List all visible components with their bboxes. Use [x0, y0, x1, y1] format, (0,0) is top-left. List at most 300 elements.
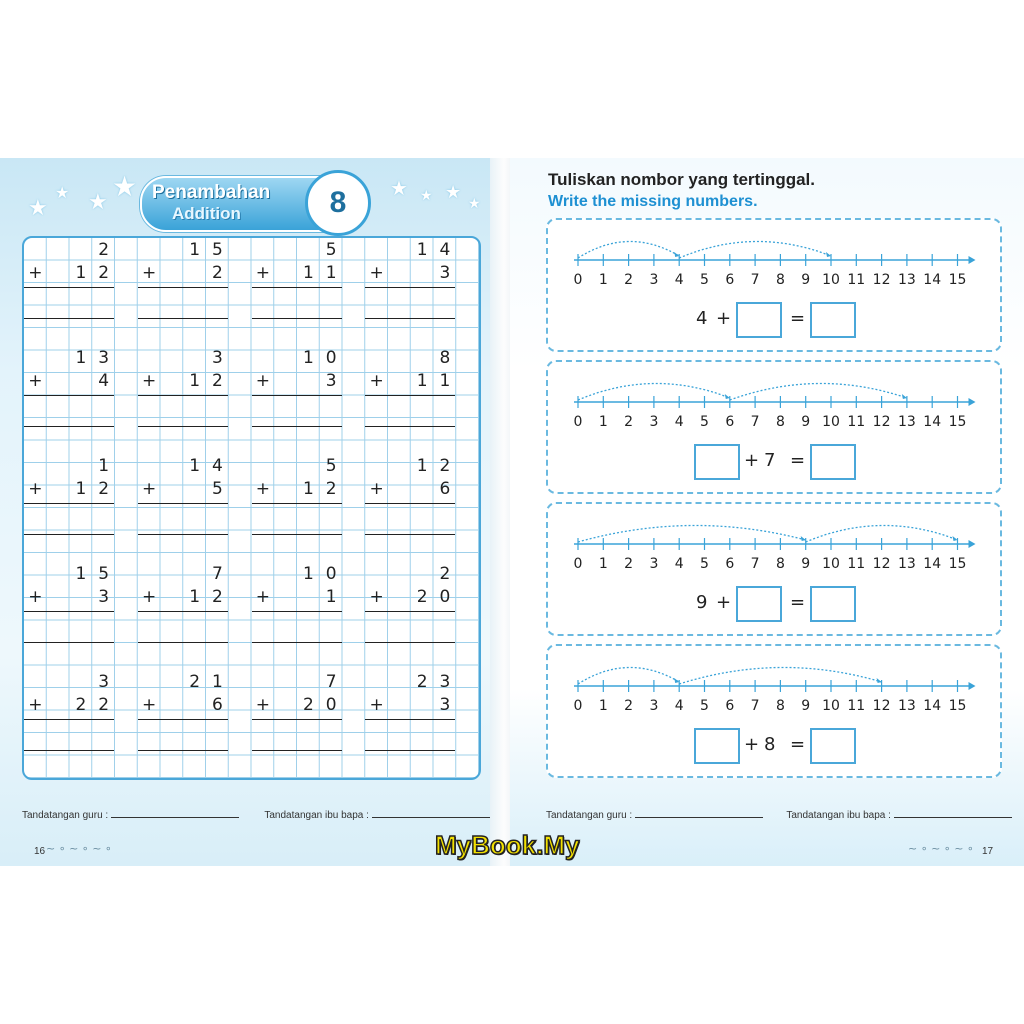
digit: 3: [439, 695, 451, 715]
number-line: [548, 362, 1000, 492]
bottom-row: [24, 371, 114, 393]
sum-line: [365, 719, 455, 720]
tick-label: 12: [872, 698, 891, 714]
tick-label: 7: [750, 698, 760, 714]
tick-label: 11: [847, 272, 866, 288]
addition-problem: [365, 346, 455, 436]
addition-problem: [138, 346, 228, 436]
top-row: [24, 672, 114, 694]
sum-line: [138, 719, 228, 720]
digit: 1: [75, 479, 87, 499]
number-line-exercise: [546, 360, 1002, 494]
sum-line: [252, 719, 342, 720]
top-row: [138, 564, 228, 586]
plus-sign: +: [369, 371, 384, 391]
addition-problem: [365, 454, 455, 544]
bottom-row: [138, 263, 228, 285]
answer-box[interactable]: [736, 302, 782, 338]
tick-label: 0: [573, 556, 583, 572]
addition-problem: [138, 454, 228, 544]
equals-sign: =: [790, 450, 806, 471]
tick-label: 0: [573, 698, 583, 714]
digit: 1: [98, 456, 110, 476]
jump-arrow-icon: [902, 394, 907, 399]
addition-problem: [138, 562, 228, 652]
tick-label: 9: [801, 556, 811, 572]
answer-line: [138, 318, 228, 319]
tick-label: 1: [598, 272, 608, 288]
answer-line: [365, 642, 455, 643]
tick-label: 5: [700, 556, 709, 572]
left-page: [0, 158, 497, 866]
tick-label: 14: [923, 414, 942, 430]
tick-label: 11: [847, 698, 866, 714]
digit: 8: [439, 348, 451, 368]
tick-label: 6: [725, 556, 735, 572]
tick-label: 11: [847, 556, 866, 572]
arrow-head-icon: [969, 256, 976, 264]
plus-sign: +: [369, 263, 384, 283]
tick-label: 11: [847, 414, 866, 430]
plus-sign: +: [369, 479, 384, 499]
digit: 0: [325, 348, 337, 368]
digit: 6: [439, 479, 451, 499]
answer-line: [365, 750, 455, 751]
digit: 3: [98, 587, 110, 607]
watermark: MyBook.My: [435, 830, 580, 860]
tick-label: 1: [598, 556, 608, 572]
digit: 1: [325, 263, 337, 283]
tick-label: 13: [897, 414, 916, 430]
digit: 1: [189, 456, 201, 476]
top-row: [138, 240, 228, 262]
digit: 5: [211, 240, 223, 260]
digit: 2: [98, 240, 110, 260]
star-icon: ★: [88, 190, 108, 215]
bottom-row: [252, 263, 342, 285]
digit: 1: [416, 371, 428, 391]
digit: 1: [302, 348, 314, 368]
tick-label: 15: [948, 414, 967, 430]
plus-sign: +: [255, 587, 270, 607]
sum-line: [365, 503, 455, 504]
bottom-row: [24, 695, 114, 717]
tick-label: 9: [801, 272, 811, 288]
answer-line: [365, 534, 455, 535]
digit: 1: [75, 263, 87, 283]
tick-label: 8: [775, 556, 785, 572]
digit: 2: [98, 263, 110, 283]
digit: 1: [302, 263, 314, 283]
jump-arrow-icon: [674, 678, 679, 683]
digit: 2: [211, 587, 223, 607]
digit: 1: [439, 371, 451, 391]
top-row: [24, 456, 114, 478]
answer-line: [24, 318, 114, 319]
jump-arrow-icon: [953, 536, 958, 541]
top-row: [138, 672, 228, 694]
bottom-row: [365, 371, 455, 393]
answer-line: [24, 534, 114, 535]
plus-sign: +: [142, 371, 157, 391]
star-icon: ★: [55, 183, 70, 202]
jump-arc: [730, 383, 907, 400]
arrow-head-icon: [969, 540, 976, 548]
digit: 7: [211, 564, 223, 584]
answer-line: [138, 534, 228, 535]
top-row: [138, 456, 228, 478]
star-icon: ★: [390, 176, 408, 200]
tick-label: 2: [624, 272, 634, 288]
tick-label: 9: [801, 698, 811, 714]
answer-line: [138, 426, 228, 427]
jump-arrow-icon: [674, 252, 679, 257]
bottom-row: [252, 371, 342, 393]
tick-label: 10: [822, 556, 840, 572]
answer-box[interactable]: [694, 728, 740, 764]
digit: 3: [325, 371, 337, 391]
plus-sign: +: [255, 371, 270, 391]
tick-label: 14: [923, 698, 942, 714]
addition-grid: [22, 236, 481, 780]
teacher-signature-line-right: [546, 810, 1012, 821]
jump-arc: [578, 525, 806, 542]
bottom-row: [365, 263, 455, 285]
bottom-row: [252, 479, 342, 501]
bottom-row: [365, 479, 455, 501]
bottom-row: [138, 587, 228, 609]
digit: 0: [325, 564, 337, 584]
answer-line: [252, 534, 342, 535]
number-line-exercise: [546, 218, 1002, 352]
answer-box[interactable]: [736, 586, 782, 622]
bottom-row: [24, 263, 114, 285]
teacher-signature-label: Tandatangan guru :: [546, 810, 635, 821]
instruction-malay: Tuliskan nombor yang tertinggal.: [548, 170, 815, 189]
tick-label: 2: [624, 414, 634, 430]
jump-arrow-icon: [725, 394, 730, 399]
sum-line: [24, 611, 114, 612]
digit: 2: [325, 479, 337, 499]
addition-problem: [24, 670, 114, 760]
tick-label: 7: [750, 556, 760, 572]
tick-label: 0: [573, 272, 583, 288]
digit: 3: [98, 672, 110, 692]
addition-problem: [24, 454, 114, 544]
top-row: [252, 564, 342, 586]
digit: 2: [211, 263, 223, 283]
addition-problem: [365, 238, 455, 328]
tick-label: 6: [725, 272, 735, 288]
digit: 2: [416, 587, 428, 607]
lesson-number-badge: 8: [305, 170, 371, 236]
addition-problem: [252, 562, 342, 652]
tick-label: 7: [750, 272, 760, 288]
star-icon: ★: [28, 196, 48, 221]
answer-line: [138, 750, 228, 751]
digit: 2: [416, 672, 428, 692]
digit: 2: [189, 672, 201, 692]
addition-problem: [365, 562, 455, 652]
tick-label: 12: [872, 556, 891, 572]
tick-label: 13: [897, 556, 916, 572]
tick-label: 15: [948, 272, 967, 288]
sum-line: [365, 611, 455, 612]
digit: 2: [98, 695, 110, 715]
addition-problem: [252, 238, 342, 328]
digit: 4: [211, 456, 223, 476]
plus-sign: +: [716, 308, 732, 329]
tick-label: 0: [573, 414, 583, 430]
tick-label: 13: [897, 272, 916, 288]
star-icon: ★: [445, 182, 462, 203]
digit: 0: [439, 587, 451, 607]
sum-line: [252, 503, 342, 504]
digit: 2: [439, 564, 451, 584]
tick-label: 6: [725, 414, 735, 430]
sum-line: [252, 611, 342, 612]
sum-line: [24, 503, 114, 504]
tick-label: 3: [649, 556, 659, 572]
jump-arrow-icon: [826, 252, 831, 257]
answer-box[interactable]: [694, 444, 740, 480]
digit: 3: [439, 263, 451, 283]
given-number: 8: [764, 734, 776, 755]
sum-line: [138, 611, 228, 612]
digit: 1: [75, 348, 87, 368]
digit: 2: [75, 695, 87, 715]
tick-label: 1: [598, 414, 608, 430]
plus-sign: +: [744, 734, 760, 755]
top-row: [365, 348, 455, 370]
top-row: [252, 456, 342, 478]
digit: 3: [98, 348, 110, 368]
tick-label: 4: [674, 698, 684, 714]
equals-sign: =: [790, 592, 806, 613]
answer-box[interactable]: [810, 444, 856, 480]
tick-label: 3: [649, 698, 659, 714]
plus-sign: +: [369, 587, 384, 607]
tick-label: 10: [822, 698, 840, 714]
tick-label: 2: [624, 556, 634, 572]
page-number-left: 16: [34, 846, 46, 857]
plus-sign: +: [28, 695, 43, 715]
parent-signature-label: Tandatangan ibu bapa :: [786, 810, 894, 821]
given-number: 9: [696, 592, 708, 613]
title-english: Addition: [172, 204, 241, 223]
digit: 2: [302, 695, 314, 715]
plus-sign: +: [255, 695, 270, 715]
plus-sign: +: [744, 450, 760, 471]
instruction-english: Write the missing numbers.: [548, 193, 758, 210]
bottom-row: [24, 587, 114, 609]
digit: 1: [416, 456, 428, 476]
plus-sign: +: [369, 695, 384, 715]
digit: 3: [211, 348, 223, 368]
digit: 2: [98, 479, 110, 499]
addition-problem: [365, 670, 455, 760]
equals-sign: =: [790, 734, 806, 755]
tick-label: 10: [822, 272, 840, 288]
tick-label: 13: [897, 698, 916, 714]
answer-line: [252, 750, 342, 751]
sum-line: [138, 503, 228, 504]
top-row: [138, 348, 228, 370]
given-number: 7: [764, 450, 776, 471]
addition-problem: [252, 454, 342, 544]
tick-label: 2: [624, 698, 634, 714]
digit: 1: [302, 564, 314, 584]
tick-label: 6: [725, 698, 735, 714]
addition-problem: [24, 238, 114, 328]
tick-label: 7: [750, 414, 760, 430]
top-row: [252, 240, 342, 262]
plus-sign: +: [142, 695, 157, 715]
swirl-decoration: ~ ∘ ~ ∘ ~ ∘: [46, 842, 112, 855]
plus-sign: +: [28, 263, 43, 283]
answer-line: [138, 642, 228, 643]
equals-sign: =: [790, 308, 806, 329]
tick-label: 14: [923, 272, 942, 288]
sum-line: [138, 395, 228, 396]
swirl-decoration: ~ ∘ ~ ∘ ~ ∘: [908, 842, 974, 855]
answer-box[interactable]: [810, 728, 856, 764]
tick-label: 8: [775, 698, 785, 714]
sum-line: [24, 287, 114, 288]
bottom-row: [138, 479, 228, 501]
top-row: [365, 240, 455, 262]
tick-label: 8: [775, 272, 785, 288]
addition-problem: [24, 562, 114, 652]
sum-line: [138, 287, 228, 288]
digit: 2: [211, 371, 223, 391]
digit: 1: [189, 587, 201, 607]
sum-line: [252, 287, 342, 288]
tick-label: 3: [649, 414, 659, 430]
answer-line: [252, 426, 342, 427]
digit: 0: [325, 695, 337, 715]
title-malay: Penambahan: [152, 182, 271, 203]
tick-label: 14: [923, 556, 942, 572]
plus-sign: +: [142, 263, 157, 283]
digit: 7: [325, 672, 337, 692]
tick-label: 3: [649, 272, 659, 288]
digit: 1: [302, 479, 314, 499]
digit: 4: [98, 371, 110, 391]
star-icon: ★: [112, 170, 138, 203]
addition-problem: [252, 346, 342, 436]
digit: 2: [439, 456, 451, 476]
addition-problem: [252, 670, 342, 760]
bottom-row: [138, 371, 228, 393]
answer-line: [252, 318, 342, 319]
parent-signature-label: Tandatangan ibu bapa :: [264, 810, 372, 821]
top-row: [365, 564, 455, 586]
answer-line: [365, 318, 455, 319]
tick-label: 5: [700, 272, 709, 288]
digit: 5: [325, 456, 337, 476]
tick-label: 4: [674, 556, 684, 572]
plus-sign: +: [255, 263, 270, 283]
tick-label: 1: [598, 698, 608, 714]
digit: 5: [325, 240, 337, 260]
plus-sign: +: [28, 587, 43, 607]
sum-line: [24, 719, 114, 720]
answer-line: [365, 426, 455, 427]
sum-line: [24, 395, 114, 396]
digit: 1: [189, 240, 201, 260]
page-number-right: 17: [982, 846, 994, 857]
number-line: [548, 646, 1000, 776]
answer-box[interactable]: [810, 586, 856, 622]
bottom-row: [365, 587, 455, 609]
sum-line: [365, 287, 455, 288]
tick-label: 8: [775, 414, 785, 430]
teacher-signature-line: [22, 810, 492, 821]
arrow-head-icon: [969, 398, 976, 406]
answer-line: [24, 426, 114, 427]
top-row: [24, 564, 114, 586]
plus-sign: +: [28, 479, 43, 499]
top-row: [252, 348, 342, 370]
teacher-signature-label: Tandatangan guru :: [22, 810, 111, 821]
tick-label: 12: [872, 414, 891, 430]
addition-problem: [138, 670, 228, 760]
arrow-head-icon: [969, 682, 976, 690]
top-row: [24, 348, 114, 370]
number-line-exercise: [546, 644, 1002, 778]
digit: 1: [211, 672, 223, 692]
tick-label: 4: [674, 414, 684, 430]
bottom-row: [138, 695, 228, 717]
top-row: [24, 240, 114, 262]
tick-label: 9: [801, 414, 811, 430]
bottom-row: [252, 587, 342, 609]
top-row: [365, 672, 455, 694]
bottom-row: [24, 479, 114, 501]
plus-sign: +: [255, 479, 270, 499]
top-row: [252, 672, 342, 694]
given-number: 4: [696, 308, 708, 329]
tick-label: 5: [700, 414, 709, 430]
digit: 4: [439, 240, 451, 260]
tick-label: 15: [948, 698, 967, 714]
star-icon: ★: [468, 196, 481, 212]
addition-problem: [24, 346, 114, 436]
digit: 1: [416, 240, 428, 260]
answer-line: [24, 642, 114, 643]
number-line-exercise: [546, 502, 1002, 636]
plus-sign: +: [716, 592, 732, 613]
digit: 6: [211, 695, 223, 715]
plus-sign: +: [142, 587, 157, 607]
answer-line: [252, 642, 342, 643]
digit: 1: [325, 587, 337, 607]
tick-label: 10: [822, 414, 840, 430]
answer-box[interactable]: [810, 302, 856, 338]
answer-line: [24, 750, 114, 751]
top-row: [365, 456, 455, 478]
sum-line: [252, 395, 342, 396]
digit: 3: [439, 672, 451, 692]
digit: 5: [98, 564, 110, 584]
digit: 1: [189, 371, 201, 391]
digit: 5: [211, 479, 223, 499]
bottom-row: [252, 695, 342, 717]
addition-problem: [138, 238, 228, 328]
star-icon: ★: [420, 188, 433, 204]
plus-sign: +: [142, 479, 157, 499]
